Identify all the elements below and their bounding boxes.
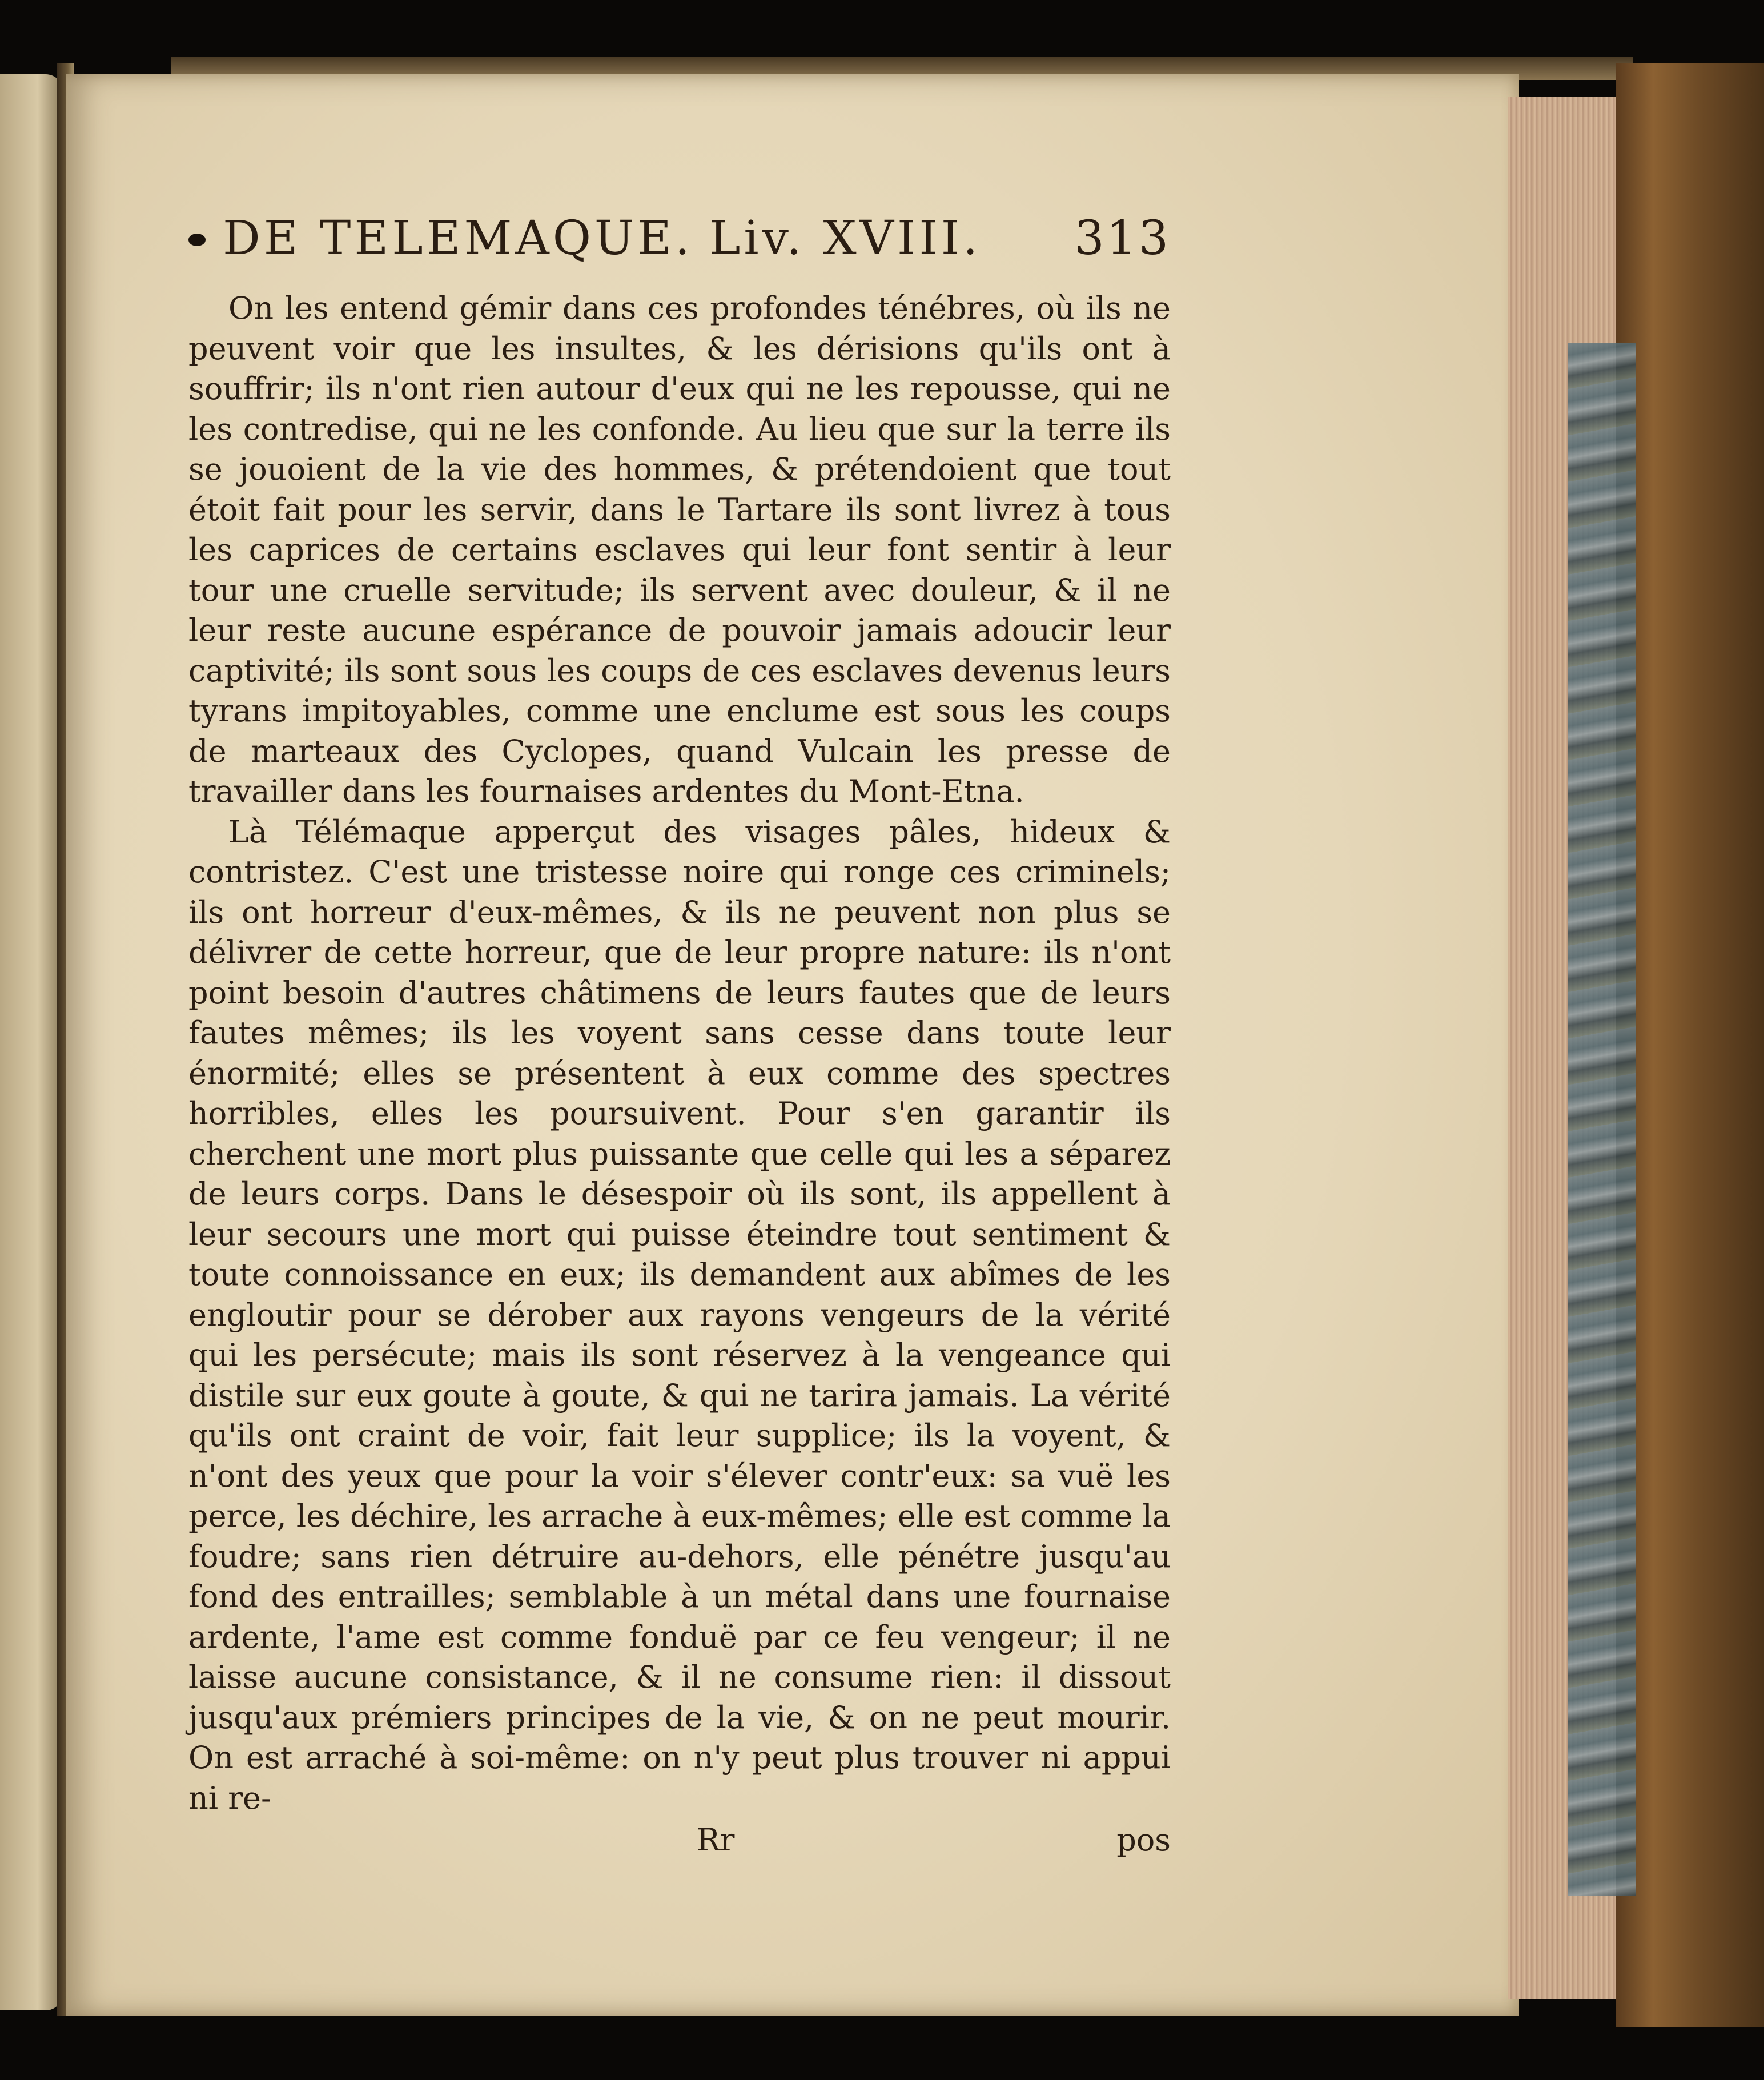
left-page-edge (0, 74, 63, 2010)
marbled-endpaper (1568, 343, 1636, 1896)
paragraph-2: Là Télémaque apperçut des visages pâles, hideux & contristez. C'est une tristesse noire qui ronge ces criminels; ils ont horreur d'eux-mêmes, & ils ne peuvent non plus se délivrer de cette horreur, que de leur propre nature: ils n'ont point besoin d'autres châtimens de leurs fautes que de leurs fautes mêmes; ils les voyent sans cesse dans toute leur énormité; elles se présentent à eux comme des spectres horribles, elles les poursuivent. Pour s'en garantir ils cherchent une mort plus puissante que celle qui les a séparez de leurs corps. Dans le désespoir où ils sont, ils appellent à leur secours une mort qui puisse éteindre tout sentiment & toute connoissance en eux; ils demandent aux abîmes de les engloutir pour se dérober aux rayons vengeurs de la vérité qui les persécute; mais ils sont réservez à la vengeance qui distile sur eux goute à goute, & qui ne tarira jamais. La vérité qu'ils ont craint de voir, fait leur supplice; ils la voyent, & n'ont des yeux que pour la voir s'élever contr'eux: sa vuë les perce, les déchire, les arrache à eux-mêmes; elle est comme la foudre; sans rien détruire au-dehors, elle pénétre jusqu'au fond des entrailles; semblable à un métal dans une fournaise ardente, l'ame est comme fonduë par ce feu vengeur; il ne laisse aucune consistance, & il ne consume rien: il dissout jusqu'aux prémiers principes de la vie, & on ne peut mourir. On est arraché à soi-même: on n'y peut plus trouver ni appui ni re- (188, 813, 1171, 1816)
book-number: Liv. XVIII. (709, 211, 982, 266)
running-header (188, 211, 1171, 266)
book-cover (1616, 63, 1764, 2027)
catchword: pos (1116, 1822, 1171, 1858)
ink-blot-mark (188, 234, 206, 246)
page-text-area (188, 211, 1171, 1858)
signature-mark: Rr (697, 1822, 735, 1858)
paragraph-1: On les entend gémir dans ces profondes ténébres, où ils ne peuvent voir que les insultes, & les dérisions qu'ils ont à souffrir; ils n'ont rien autour d'eux qui ne les repousse, qui ne les contredise, qui ne les confonde. Au lieu que sur la terre ils se jouoient de la vie des hommes, & prétendoient que tout étoit fait pour les servir, dans le Tartare ils sont livrez à tous les caprices de certains esclaves qui leur font sentir à leur tour une cruelle servitude; ils servent avec douleur, & il ne leur reste aucune espérance de pouvoir jamais adoucir leur captivité; ils sont sous les coups de ces esclaves devenus leurs tyrans impitoyables, comme une enclume est sous les coups de marteaux des Cyclopes, quand Vulcain les presse de travailler dans les fournaises ardentes du Mont-Etna. (188, 290, 1171, 809)
body-text (188, 288, 1171, 1818)
page-number: 313 (1074, 211, 1171, 266)
running-title: DE TELEMAQUE. (223, 211, 693, 266)
page-footer (188, 1822, 1171, 1858)
running-title-group (188, 211, 981, 266)
